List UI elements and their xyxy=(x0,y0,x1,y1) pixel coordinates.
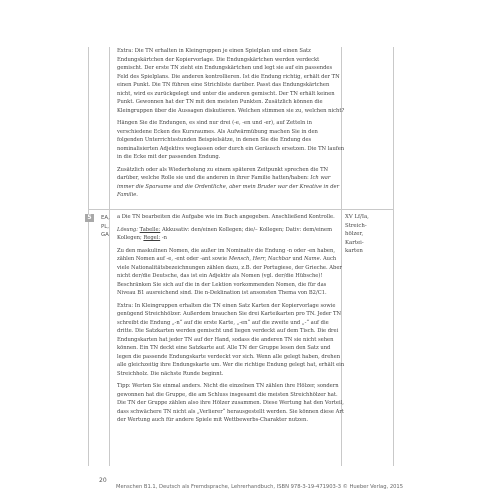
grammar-note: Zu den maskulinen Nomen, die außer im Nominativ die Endung -n oder -en haben, zählen Nomen auf -e, -ent oder -ant sowie Mensch, Herr, Nachbar und Name. Auch viele Nationalitätsbezeichnungen zählen dazu, z.B. der Portugiese, der Grieche. Aber nicht der/die Deutsche, das ist ein Adjektiv als Nomen (vgl. der/die Hübsche)! Beschränken Sie sich auf die in der Lektion vorkommenden Nomen, die für das Niveau B1 ausreichend sind. Die n-Deklination ist ansonsten Thema von B2/C1. xyxy=(117,247,342,296)
page-footer: Menschen B1.1, Deutsch als Fremdsprache, Lehrerhandbuch, ISBN 978-3-19-471903-3 © Hueber Verlag, 2015 xyxy=(116,484,404,490)
row1-paragraph xyxy=(117,166,345,200)
extra-activity: Extra: In Kleingruppen erhalten die TN einen Satz Karten der Kopiervorlage sowie genügend Streichhölzer. Außerdem brauchen Sie drei Karteikarten pro TN. Jeder TN schreibt die Endung „-n“ auf die erste Karte, „-en“ auf die zweite und „-“ auf die dritte. Die Satzkarten werden gemischt und liegen verdeckt auf dem Tisch. Die drei Endungskarten hat jeder TN auf der Hand, sodass die anderen TN sie nicht sehen können. Ein TN deckt eine Satzkarte auf. Alle TN der Gruppe lesen den Satz und legen die passende Endungskarte verdeckt vor sich. Wenn alle gelegt haben, drehen alle gleichzeitig ihre Endungskarte um. Wer die richtige Endung gelegt hat, erhält ein Streichholz. Die nächste Runde beginnt. xyxy=(117,302,345,377)
task-intro: a Die TN bearbeiten die Aufgabe wie im Buch angegeben. Anschließend Kontrolle. xyxy=(117,214,335,220)
social-form: GA xyxy=(101,232,109,238)
social-form: EA, xyxy=(101,215,110,221)
table-border-right xyxy=(393,47,394,466)
social-forms xyxy=(101,214,115,240)
solution-table-label: Tabelle: xyxy=(139,226,161,233)
table-row-separator xyxy=(88,209,394,210)
materials xyxy=(345,213,389,256)
material-item: Kartei- xyxy=(345,239,364,246)
table-border-left xyxy=(88,47,89,466)
solution-rule: -n xyxy=(160,235,167,241)
tip: Tipp: Werten Sie einmal anders. Nicht die einzelnen TN zählen ihre Hölzer, sondern gewonnen hat die Gruppe, die am Schluss insgesamt die meisten Streichhölzer hat. Die TN der Gruppe zählen also ihre Hölzer zusammen. Diese Wertung hat den Vorteil, dass schwächere TN nicht als „Verlierer“ herausgestellt werden. Sie können diese Art der Wertung auch für andere Spiele mit Wettbewerbs-Charakter nutzen. xyxy=(117,383,344,423)
social-form: PL, xyxy=(101,223,109,230)
table-divider-col1 xyxy=(109,47,110,466)
solution-rule-label: Regel: xyxy=(143,235,161,241)
page-number: 20 xyxy=(99,477,107,484)
material-item: XV Lf/Ia, xyxy=(345,214,369,220)
step-number-badge: 5 xyxy=(85,214,94,222)
row1-text: Zusätzlich oder als Wiederholung zu einem späteren Zeitpunkt sprechen die TN darüber, welche Rolle sie und die anderen in ihrer Familie hatten/haben: xyxy=(117,166,329,181)
row1-paragraph: Hängen Sie die Endungen, es sind nur drei (-e, -en und -er), auf Zetteln in verschiedene Ecken des Kursraumes. Als Aufwärmübung machen Sie in den folgenden Unterrichtsstunden Beispielsätze, in denen Sie die Endung des nominalisierten Adjektivs weglassen oder durch ein Geräusch ersetzen. Die TN laufen in die Ecke mit der passenden Endung. xyxy=(117,120,345,160)
row1-paragraph: Extra: Die TN erhalten in Kleingruppen je einen Spielplan und einen Satz Endungskärtchen der Kopiervorlage. Die Endungskärtchen werden verdeckt gemischt. Der erste TN zieht ein Endungskärtchen und legt sie auf ein passendes Feld des Spielplans. Die anderen kontrollieren. Ist die Endung richtig, erhält der TN einen Punkt. Die TN führen eine Strichliste darüber. Passt das Endungskärtchen nicht, wird es zurückgelegt und unter die anderen gemischt. Der TN erhält keinen Punkt. Gewonnen hat der TN mit den meisten Punkten. Zusätzlich können die Kleingruppen über die Aussagen diskutieren. Welchen stimmen sie zu, welchen nicht? xyxy=(117,48,345,114)
row1-example: Ich war immer die Sparsame und die Ordentliche, aber mein Bruder war der Kreative in der Familie. xyxy=(117,175,340,198)
material-item: Streich- xyxy=(345,222,367,229)
material-item: karten xyxy=(345,248,363,254)
solution xyxy=(117,226,345,243)
row2-content xyxy=(117,213,345,429)
row1-content xyxy=(117,47,345,204)
material-item: hölzer, xyxy=(345,231,364,237)
solution-label: Lösung: xyxy=(117,226,138,233)
solution-table: Akkusativ: den/einen Kollegen; die/– Kollegen; Dativ: dem/einem Kollegen; xyxy=(117,226,333,241)
